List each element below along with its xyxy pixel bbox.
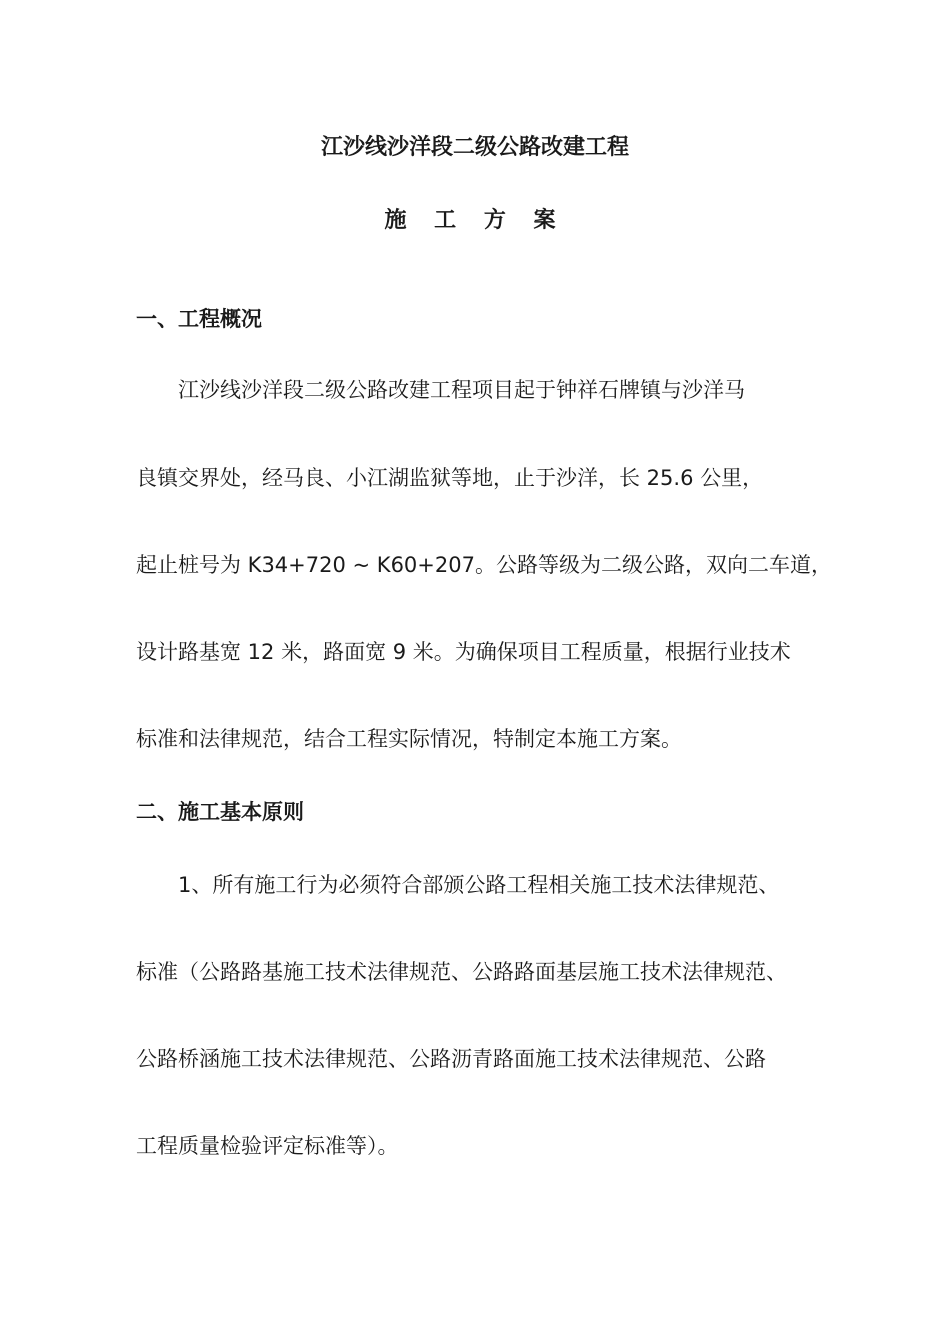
document-subtitle: 施 工 方 案: [384, 208, 566, 233]
paragraph-line: 设计路基宽 12 米，路面宽 9 米。为确保项目工程质量，根据行业技术: [136, 640, 791, 664]
paragraph-line: 起止桩号为 K34+720 ~ K60+207。公路等级为二级公路，双向二车道，: [136, 553, 832, 577]
paragraph-line: 标准和法律规范，结合工程实际情况，特制定本施工方案。: [136, 727, 682, 751]
section-heading-principles: 二、施工基本原则: [136, 800, 304, 824]
paragraph-line: 工程质量检验评定标准等）。: [136, 1134, 399, 1158]
section-heading-overview: 一、工程概况: [136, 307, 262, 331]
paragraph-line: 良镇交界处，经马良、小江湖监狱等地，止于沙洋，长 25.6 公里，: [136, 466, 764, 490]
paragraph-line: 标准（公路路基施工技术法律规范、公路路面基层施工技术法律规范、: [136, 960, 787, 984]
paragraph-line: 1、所有施工行为必须符合部颁公路工程相关施工技术法律规范、: [178, 873, 780, 897]
paragraph-line: 江沙线沙洋段二级公路改建工程项目起于钟祥石牌镇与沙洋马: [178, 378, 745, 402]
document-title: 江沙线沙洋段二级公路改建工程: [320, 135, 629, 160]
paragraph-line: 公路桥涵施工技术法律规范、公路沥青路面施工技术法律规范、公路: [136, 1047, 766, 1071]
